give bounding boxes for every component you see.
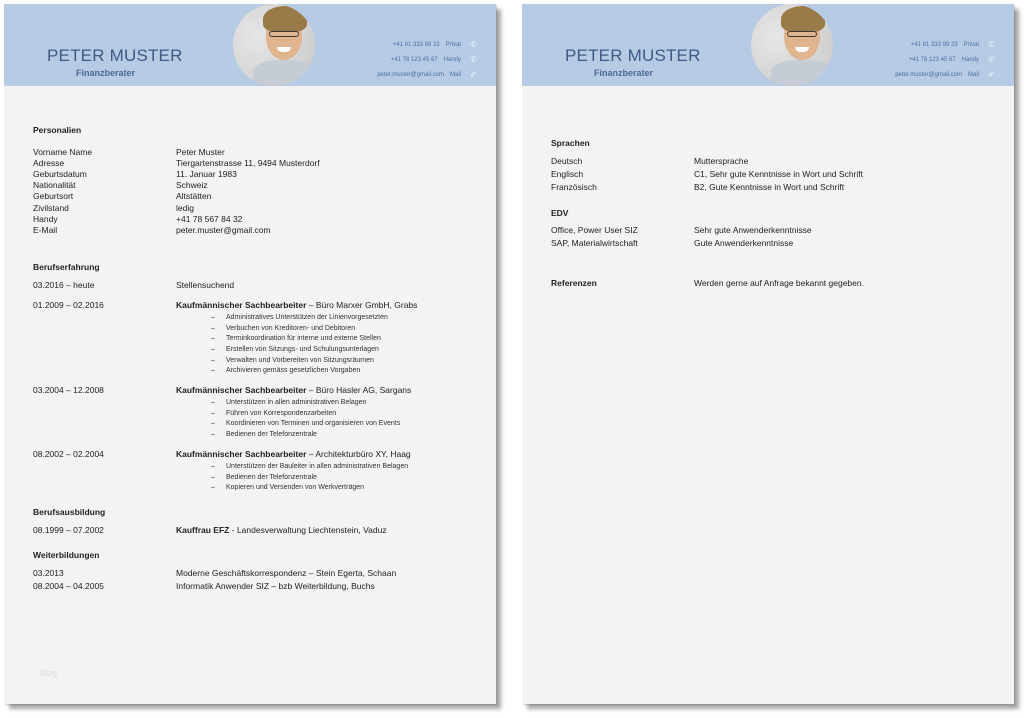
task-item: – Koordinieren von Terminen und organisieren von Events — [211, 419, 400, 430]
person-title: Finanzberater — [76, 68, 136, 78]
task-item: – Archivieren gemäss gesetzlichen Vorgaben — [211, 366, 388, 377]
person-title: Finanzberater — [594, 68, 654, 78]
cv-page-2: PETER MUSTER Finanzberater +41 81 333 99 23 Privat ✆ +41 78 123 45 67 Handy ✆ peter.muster@gmail.com Mail ✐ Sprachen Deutsch Muttersprache Englisch C1, Sehr gute Kenntnisse in Wort und Schrift Französisch B2, Gute Kenntnisse in Wort und Schrift EDV Office, Power User SIZ Sehr gute Anwenderkenntnisse SAP, Materialwirtschaft Gute Anwenderkenntnisse Referenzen Werden gerne auf Anfrage bekannt gegeben. — [522, 4, 1014, 704]
section-title-edv: EDV — [551, 208, 569, 218]
task-item: – Bedienen der Telefonzentrale — [211, 473, 408, 484]
paperclip-icon: ✐ — [988, 70, 995, 79]
task-item: – Erstellen von Sitzungs- und Schulungsunterlagen — [211, 345, 388, 356]
task-item: – Verbuchen von Kreditoren- und Debitoren — [211, 324, 388, 335]
task-list — [211, 313, 388, 377]
contact-mail: peter.muster@gmail.com Mail ✐ — [895, 70, 995, 79]
task-item: – Kopieren und Versenden von Werkverträgen — [211, 483, 408, 494]
section-title-personalien: Personalien — [33, 125, 82, 135]
profile-photo — [233, 4, 315, 86]
section-title-berufsausbildung: Berufsausbildung — [33, 507, 106, 517]
task-item: – Verwalten und Vorbereiten von Sitzungsräumen — [211, 356, 388, 367]
watermark: blog — [40, 668, 58, 678]
profile-photo — [751, 4, 833, 86]
header-band — [4, 4, 496, 86]
contact-handy: +41 78 123 45 67 Handy ✆ — [390, 55, 477, 64]
contact-privat: +41 81 333 99 23 Privat ✆ — [910, 40, 995, 49]
cv-page-1: PETER MUSTER Finanzberater +41 81 333 99 23 Privat ✆ +41 78 123 45 67 Handy ✆ peter.muster@gmail.com Mail ✐ Personalien Vorname Name Peter Muster Adresse Tiergartenstrasse 11, 9494 Musterdorf Geburtsdatum 11. Januar 1983 Nationalität Schweiz Geburtsort Altstätten Zivilstand ledig Handy +41 78 567 84 32 E-Mail peter.muster@gmail.com Berufserfahrung 03.2016 – heute Stellensuchend 01.2009 – 02.2016 Kaufmännischer Sachbearbeiter – Büro Marxer GmbH, Grabs – Administratives Unterstützen der Linienvorgesetzten – Verbuchen von Kreditoren- und Debitoren – Terminkoordination für interne und externe Stellen – Erstellen von Sitzungs- und Schulungsunterlagen – Verwalten und Vorbereiten von Sitzungsräumen – Archivieren gemäss gesetzlichen Vorgaben 03.2004 – 12.2008 Kaufmännischer Sachbearbeiter – Büro Hasler AG, Sargans – Unterstützen in allen administrativen Belagen – Führen von Korrespondenzarbeiten – Koordinieren von Terminen und organisieren von Events – Bedienen der Telefonzentrale 08.2002 – 02.2004 Kaufmännischer Sachbearbeiter – Architekturbüro XY, Haag – Unterstützen der Bauleiter in allen administrativen Belagen – Bedienen der Telefonzentrale – Kopieren und Versenden von Werkverträgen Berufsausbildung 08.1999 – 07.2002 Kauffrau EFZ - Landesverwaltung Liechtenstein, Vaduz Weiterbildungen 03.2013 Moderne Geschäftskorrespondenz – Stein Egerta, Schaan 08.2004 – 04.2005 Informatik Anwender SIZ – bzb Weiterbildung, Buchs blog — [4, 4, 496, 704]
header-band — [522, 4, 1014, 86]
phone-icon: ✆ — [470, 40, 477, 49]
phone-icon: ✆ — [470, 55, 477, 64]
paperclip-icon: ✐ — [470, 70, 477, 79]
task-list — [211, 462, 408, 494]
contact-privat: +41 81 333 99 23 Privat ✆ — [392, 40, 477, 49]
task-list — [211, 398, 400, 441]
phone-icon: ✆ — [988, 55, 995, 64]
task-item: – Bedienen der Telefonzentrale — [211, 430, 400, 441]
task-item: – Unterstützen der Bauleiter in allen administrativen Belagen — [211, 462, 408, 473]
task-item: – Terminkoordination für interne und externe Stellen — [211, 334, 388, 345]
task-item: – Administratives Unterstützen der Linienvorgesetzten — [211, 313, 388, 324]
person-name: PETER MUSTER — [47, 46, 183, 65]
contact-mail: peter.muster@gmail.com Mail ✐ — [377, 70, 477, 79]
phone-icon: ✆ — [988, 40, 995, 49]
section-title-berufserfahrung: Berufserfahrung — [33, 262, 100, 272]
contact-handy: +41 78 123 45 67 Handy ✆ — [908, 55, 995, 64]
task-item: – Unterstützen in allen administrativen Belagen — [211, 398, 400, 409]
task-item: – Führen von Korrespondenzarbeiten — [211, 409, 400, 420]
section-title-weiterbildungen: Weiterbildungen — [33, 550, 100, 560]
person-name: PETER MUSTER — [565, 46, 701, 65]
section-title-sprachen: Sprachen — [551, 138, 590, 148]
